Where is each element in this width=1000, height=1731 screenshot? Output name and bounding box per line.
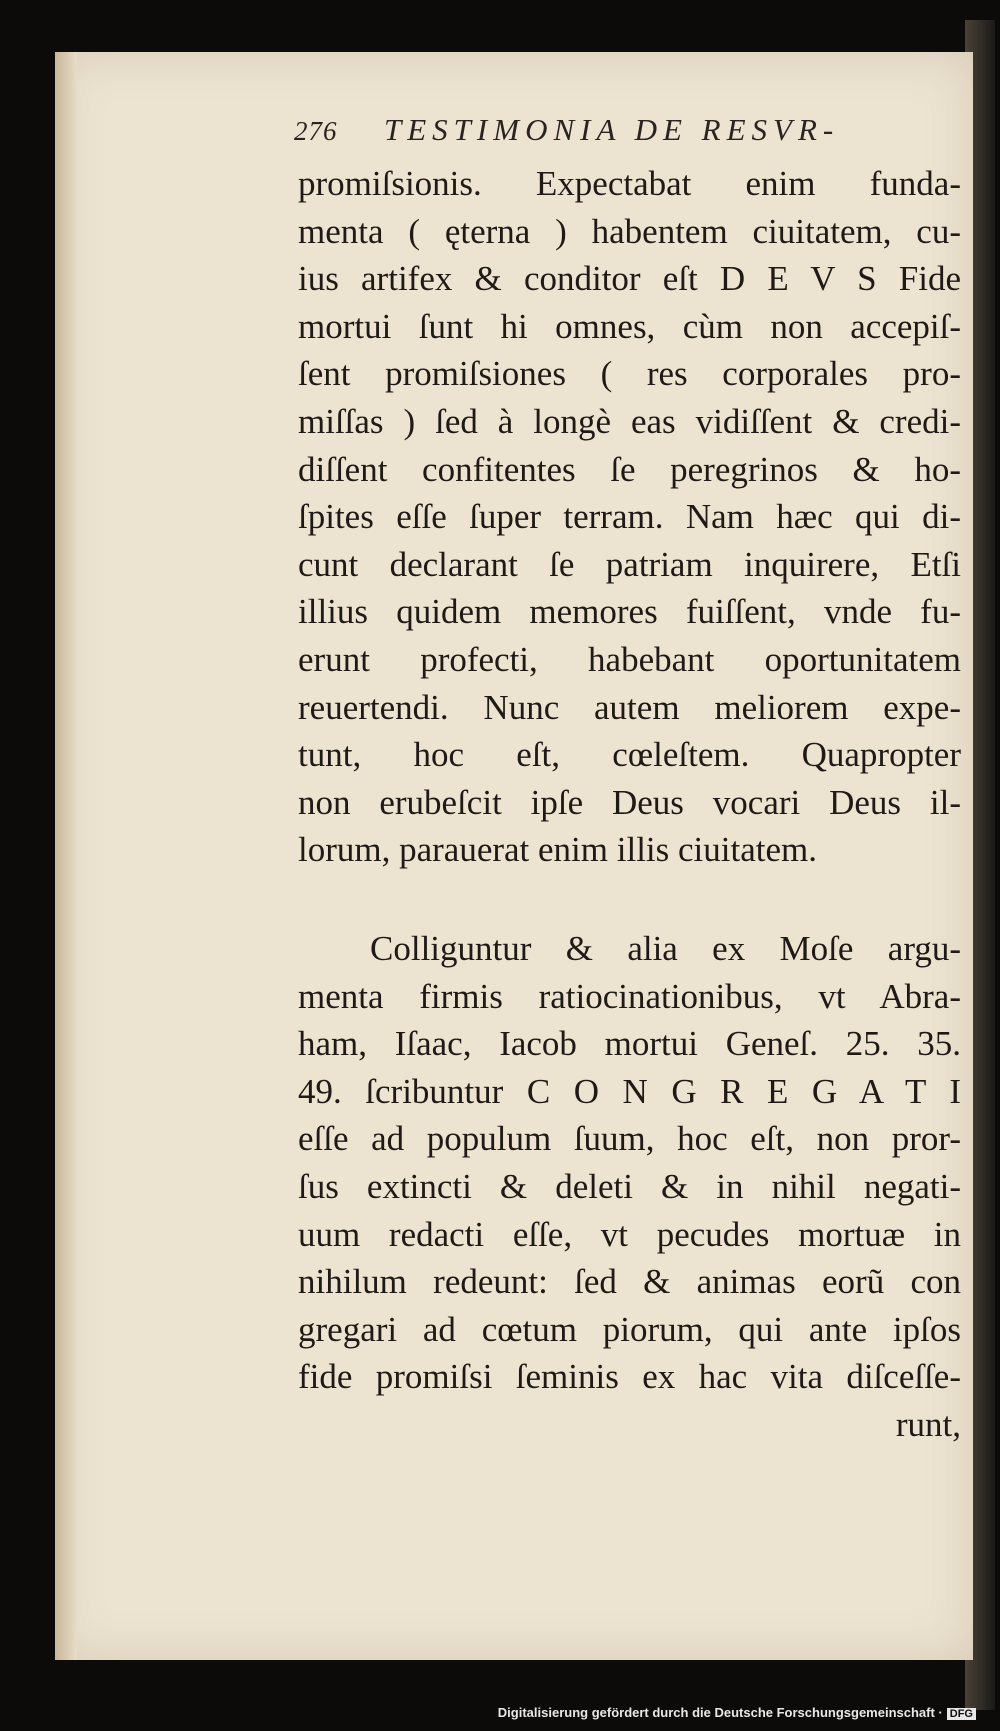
page-header [290, 112, 910, 152]
text-line: ius artifex & conditor eſt D E V S Fide [298, 259, 961, 299]
paragraph-2 [298, 925, 961, 1449]
text-line: diſſent confitentes ſe peregrinos & ho- [298, 449, 961, 489]
running-title: TESTIMONIA DE RESVR- [384, 112, 840, 147]
text-line: ſus extincti & deleti & in nihil negati- [298, 1166, 961, 1206]
text-line: lorum, parauerat enim illis ciuitatem. [298, 830, 818, 870]
text-line: non erubeſcit ipſe Deus vocari Deus il- [298, 782, 961, 822]
text-line: eſſe ad populum ſuum, hoc eſt, non pror- [298, 1119, 961, 1159]
funding-credit: Digitalisierung gefördert durch die Deutsche Forschungsgemeinschaft · [497, 1705, 943, 1720]
text-line: menta ( ęterna ) habentem ciuitatem, cu- [298, 211, 961, 251]
text-line: reuertendi. Nunc autem meliorem expe- [298, 687, 961, 727]
page-number: 276 [294, 116, 338, 146]
text-line: erunt profecti, habebant oportunitatem [298, 639, 961, 679]
text-line: ſent promiſsiones ( res corporales pro- [298, 354, 961, 394]
text-line: fide promiſsi ſeminis ex hac vita diſceſſe- [298, 1357, 961, 1397]
text-line: uum redacti eſſe, vt pecudes mortuæ in [298, 1214, 961, 1254]
text-line: tunt, hoc eſt, cœleſtem. Quapropter [298, 735, 961, 775]
text-line: illius quidem memores fuiſſent, vnde fu- [298, 592, 961, 632]
text-line: menta firmis ratiocinationibus, vt Abra- [298, 976, 961, 1016]
catchword: runt, [895, 1404, 961, 1444]
dfg-logo: DFG [947, 1708, 976, 1720]
text-line: ham, Iſaac, Iacob mortui Geneſ. 25. 35. [298, 1024, 961, 1064]
text-line: miſſas ) ſed à longè eas vidiſſent & credi- [298, 401, 961, 441]
digitization-footer [498, 1705, 976, 1725]
text-line: cunt declarant ſe patriam inquirere, Etſi [298, 544, 961, 584]
paragraph-1 [298, 160, 961, 874]
text-line: mortui ſunt hi omnes, cùm non accepiſ- [298, 306, 961, 346]
page-gutter [55, 52, 77, 1660]
text-line: ſpites eſſe ſuper terram. Nam hæc qui di- [298, 497, 961, 537]
text-line: gregari ad cœtum piorum, qui ante ipſos [298, 1309, 961, 1349]
text-line: nihilum redeunt: ſed & animas eorũ con [298, 1262, 961, 1302]
text-line: 49. ſcribuntur C O N G R E G A T I [298, 1071, 961, 1111]
text-line: Colliguntur & alia ex Moſe argu- [370, 929, 961, 968]
text-line: promiſsionis. Expectabat enim funda- [298, 164, 961, 203]
